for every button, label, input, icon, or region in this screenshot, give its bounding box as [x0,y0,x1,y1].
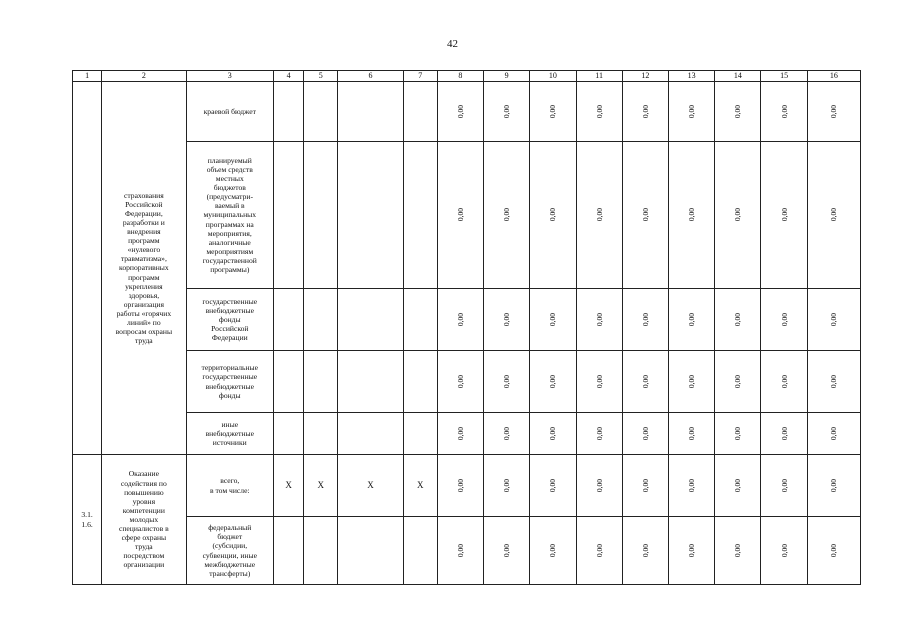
funding-source: всего, в том числе: [186,455,273,517]
value-cell: 0,00 [668,517,714,585]
x-mark: X [304,455,338,517]
value-cell: 0,00 [761,413,807,455]
value-cell: 0,00 [437,82,483,142]
empty-cell [304,413,338,455]
empty-cell [274,289,304,351]
value-cell: 0,00 [484,142,530,289]
value-cell: 0,00 [530,517,576,585]
x-mark: X [274,455,304,517]
value-cell: 0,00 [622,142,668,289]
value-cell: 0,00 [576,351,622,413]
funding-source: федеральный бюджет (субсидии, субвенции, иные межбюджетные трансферты) [186,517,273,585]
value-cell: 0,00 [484,351,530,413]
value-cell: 0,00 [437,142,483,289]
value-cell: 0,00 [576,142,622,289]
empty-cell [304,82,338,142]
value-cell: 0,00 [807,289,860,351]
empty-cell [403,413,437,455]
value-cell: 0,00 [622,351,668,413]
value-cell: 0,00 [807,413,860,455]
value-cell: 0,00 [622,517,668,585]
column-header: 15 [761,71,807,82]
empty-cell [274,351,304,413]
value-cell: 0,00 [668,413,714,455]
value-cell: 0,00 [715,455,761,517]
value-cell: 0,00 [668,289,714,351]
page-number: 42 [447,38,458,50]
column-header: 6 [338,71,403,82]
value-cell: 0,00 [530,455,576,517]
value-cell: 0,00 [530,82,576,142]
x-mark: X [338,455,403,517]
empty-cell [304,517,338,585]
empty-cell [274,82,304,142]
value-cell: 0,00 [715,289,761,351]
value-cell: 0,00 [576,413,622,455]
value-cell: 0,00 [761,82,807,142]
value-cell: 0,00 [622,455,668,517]
value-cell: 0,00 [484,413,530,455]
funding-source: территориальные государственные внебюджетные фонды [186,351,273,413]
value-cell: 0,00 [530,351,576,413]
value-cell: 0,00 [668,351,714,413]
value-cell: 0,00 [484,82,530,142]
empty-cell [338,82,403,142]
value-cell: 0,00 [622,289,668,351]
empty-cell [274,517,304,585]
empty-cell [403,351,437,413]
column-header: 12 [622,71,668,82]
column-header: 2 [102,71,186,82]
value-cell: 0,00 [437,517,483,585]
column-header: 9 [484,71,530,82]
empty-cell [274,142,304,289]
empty-cell [338,351,403,413]
value-cell: 0,00 [437,351,483,413]
value-cell: 0,00 [668,455,714,517]
value-cell: 0,00 [761,351,807,413]
table-row [73,517,861,585]
column-header: 11 [576,71,622,82]
value-cell: 0,00 [484,455,530,517]
value-cell: 0,00 [576,455,622,517]
header-row [73,71,861,82]
budget-table [72,70,861,585]
value-cell: 0,00 [484,517,530,585]
value-cell: 0,00 [715,413,761,455]
empty-cell [338,413,403,455]
column-header: 14 [715,71,761,82]
empty-cell [403,142,437,289]
value-cell: 0,00 [807,82,860,142]
value-cell: 0,00 [807,517,860,585]
column-header: 8 [437,71,483,82]
value-cell: 0,00 [715,82,761,142]
value-cell: 0,00 [576,82,622,142]
value-cell: 0,00 [437,455,483,517]
empty-cell [338,142,403,289]
measure-number: 3.1. 1.6. [73,455,102,585]
empty-cell [304,142,338,289]
funding-source: государственные внебюджетные фонды Российской Федерации [186,289,273,351]
empty-cell [403,82,437,142]
value-cell: 0,00 [530,289,576,351]
column-header: 1 [73,71,102,82]
empty-cell [304,351,338,413]
value-cell: 0,00 [437,413,483,455]
value-cell: 0,00 [761,517,807,585]
table-row [73,82,861,142]
column-header: 16 [807,71,860,82]
column-header: 7 [403,71,437,82]
column-header: 10 [530,71,576,82]
value-cell: 0,00 [530,413,576,455]
empty-cell [304,289,338,351]
value-cell: 0,00 [622,82,668,142]
funding-source: краевой бюджет [186,82,273,142]
empty-cell [338,517,403,585]
measure-name: страхования Российской Федерации, разработки и внедрения программ «нулевого травматизма», корпоративных программ укрепления здоровья, организация работы «горячих линий» по вопросам охраны труда [102,82,186,455]
value-cell: 0,00 [437,289,483,351]
value-cell: 0,00 [807,455,860,517]
value-cell: 0,00 [622,413,668,455]
table-row [73,351,861,413]
table-row [73,455,861,517]
table-row [73,289,861,351]
value-cell: 0,00 [484,289,530,351]
column-header: 3 [186,71,273,82]
empty-cell [403,517,437,585]
value-cell: 0,00 [576,289,622,351]
value-cell: 0,00 [807,142,860,289]
column-header: 4 [274,71,304,82]
value-cell: 0,00 [807,351,860,413]
column-header: 5 [304,71,338,82]
measure-number-cell [73,82,102,455]
measure-name: Оказание содействия по повышению уровня компетенции молодых специалистов в сфере охраны труда посредством организации [102,455,186,585]
value-cell: 0,00 [715,517,761,585]
value-cell: 0,00 [761,455,807,517]
column-header: 13 [668,71,714,82]
empty-cell [338,289,403,351]
table-row [73,142,861,289]
value-cell: 0,00 [761,142,807,289]
value-cell: 0,00 [530,142,576,289]
value-cell: 0,00 [761,289,807,351]
value-cell: 0,00 [576,517,622,585]
x-mark: X [403,455,437,517]
funding-source: планируемый объем средств местных бюджетов (предусматри- ваемый в муниципальных программах на мероприятия, аналогичные мероприятиям государственной программы) [186,142,273,289]
value-cell: 0,00 [668,142,714,289]
empty-cell [274,413,304,455]
empty-cell [403,289,437,351]
value-cell: 0,00 [715,351,761,413]
value-cell: 0,00 [668,82,714,142]
funding-source: иные внебюджетные источники [186,413,273,455]
value-cell: 0,00 [715,142,761,289]
table-row [73,413,861,455]
